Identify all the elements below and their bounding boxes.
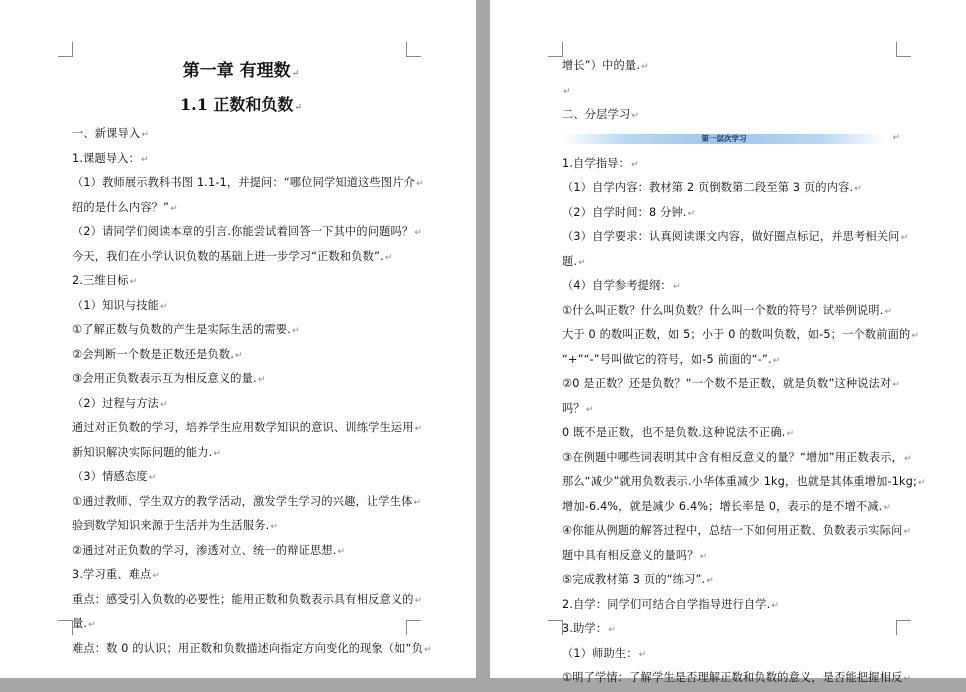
line-text: （2）自学时间：8 分钟. — [562, 205, 687, 219]
line-text: 新知识解决实际问题的能力. — [72, 445, 213, 459]
line-text: ③会用正负数表示互为相反意义的量. — [72, 372, 257, 385]
text-line — [562, 568, 900, 593]
page-gap — [476, 0, 490, 678]
document-page-right[interactable] — [490, 0, 966, 684]
line-text: （1）知识与技能 — [72, 298, 160, 312]
text-line — [562, 372, 900, 397]
paragraph-mark: ↵ — [687, 208, 696, 219]
text-line — [72, 441, 410, 466]
text-line — [562, 152, 900, 177]
line-text: （2）过程与方法 — [72, 396, 160, 410]
line-text: ②0 是正数？还是负数？“一个数不是正数，就是负数”这种说法对 — [562, 377, 892, 390]
line-text: ②会判断一个数是正数还是负数. — [72, 347, 235, 361]
crop-mark — [58, 620, 73, 635]
line-text: （1）自学内容：教材第 2 页倒数第二段至第 3 页的内容. — [562, 181, 854, 194]
line-text: 通过对正负数的学习，培养学生应用数学知识的意识、训练学生运用 — [72, 421, 414, 434]
paragraph-mark: ↵ — [141, 154, 149, 165]
crop-mark — [548, 620, 563, 635]
line-text: （3）情感态度 — [72, 470, 148, 483]
line-text: ③在例题中哪些词表明其中含有相反意义的量？“增加”用正数表示， — [562, 450, 904, 464]
line-text: 增加-6.4%，就是减少 6.4%；增长率是 0，表示的是不增不减. — [562, 499, 883, 513]
paragraph-mark: ↵ — [152, 571, 161, 581]
paragraph-mark: ↵ — [904, 453, 912, 464]
text-line — [72, 612, 410, 637]
page-text-right[interactable] — [562, 54, 926, 691]
text-line — [72, 588, 423, 613]
line-text: 2.三维目标 — [72, 274, 129, 287]
text-line — [562, 470, 926, 495]
document-page-left[interactable] — [0, 0, 476, 678]
line-text: 大于 0 的数叫正数，如 5；小于 0 的数叫负数，如-5；一个数前面的 — [562, 328, 911, 341]
text-line — [72, 220, 423, 245]
paragraph-mark: ↵ — [424, 644, 432, 655]
line-text: （1）师助生： — [562, 646, 638, 660]
paragraph-mark: ↵ — [918, 478, 926, 488]
paragraph-mark: ↵ — [772, 355, 781, 366]
line-text: 量. — [72, 617, 88, 630]
paragraph-mark: ↵ — [414, 424, 423, 434]
paragraph-mark: ↵ — [884, 306, 893, 317]
paragraph-mark: ↵ — [786, 429, 795, 439]
text-line — [72, 196, 410, 221]
text-line — [562, 544, 900, 569]
text-line — [72, 147, 410, 172]
paragraph-mark: ↵ — [384, 252, 393, 263]
text-line — [72, 269, 410, 294]
paragraph-mark: ↵ — [585, 404, 594, 415]
paragraph-mark: ↵ — [631, 111, 640, 121]
line-text: ②通过对正负数的学习，渗透对立、统一的辩证思想. — [72, 543, 337, 557]
paragraph-mark: ↵ — [235, 350, 243, 361]
paragraph-mark: ↵ — [270, 522, 279, 532]
text-line — [562, 323, 920, 348]
line-text: ①通过教师、学生双方的教学活动，激发学生学习的兴趣，让学生体 — [72, 494, 413, 508]
text-line — [562, 495, 900, 520]
paragraph-mark: ↵ — [608, 625, 616, 635]
line-text: ④你能从例题的解答过程中，总结一下如何用正数、负数表示实际问 — [562, 524, 903, 537]
paragraph-mark: ↵ — [213, 448, 222, 459]
paragraph-mark: ↵ — [638, 649, 647, 660]
text-line — [562, 299, 900, 324]
text-line — [72, 122, 410, 147]
paragraph-mark: ↵ — [257, 375, 266, 385]
text-line — [562, 54, 900, 79]
line-text: 3.助学： — [562, 622, 608, 635]
paragraph-mark: ↵ — [854, 184, 863, 194]
line-text: ①什么叫正数？什么叫负数？什么叫一个数的符号？试举例说明. — [562, 303, 884, 317]
paragraph-mark: ↵ — [563, 86, 571, 97]
line-text: 验到数学知识来源于生活并为生活服务. — [72, 519, 270, 532]
text-line — [72, 318, 410, 343]
chapter-title: 第一章 有理数↵ — [182, 61, 300, 81]
text-line — [72, 514, 410, 539]
crop-mark — [58, 42, 73, 57]
paragraph-mark: ↵ — [699, 551, 708, 562]
paragraph-mark: ↵ — [129, 277, 138, 287]
line-text: 吗？ — [562, 401, 585, 415]
crop-mark — [548, 42, 563, 57]
line-text: （2）请同学们阅读本章的引言.你能尝试着回答一下其中的问题吗？ — [72, 225, 414, 238]
paragraph-mark: ↵ — [160, 301, 168, 312]
text-line — [562, 446, 912, 471]
paragraph-mark: ↵ — [706, 576, 715, 586]
layer-banner: 第一层次学习 — [562, 134, 886, 144]
line-text: 重点：感受引入负数的必要性；能用正数和负数表示具有相反意义的 — [72, 592, 414, 606]
line-text: 1.自学指导： — [562, 156, 631, 170]
text-line — [562, 519, 912, 544]
line-text: （3）自学要求：认真阅读课文内容，做好圈点标记，并思考相关问 — [562, 230, 900, 243]
line-text: ⑤完成教材第 3 页的“练习”. — [562, 573, 706, 586]
text-line — [562, 79, 900, 104]
paragraph-mark: ↵ — [413, 497, 422, 508]
text-line — [72, 637, 432, 662]
paragraph-mark: ↵ — [337, 546, 346, 557]
paragraph-mark: ↵ — [416, 179, 424, 189]
line-text: 今天，我们在小学认识负数的基础上进一步学习“正数和负数”. — [72, 249, 384, 263]
page-text-left[interactable] — [72, 54, 432, 661]
text-line — [72, 539, 410, 564]
paragraph-mark: ↵ — [414, 595, 423, 606]
line-text: 0 既不是正数，也不是负数.这种说法不正确. — [562, 426, 786, 439]
paragraph-mark: ↵ — [141, 130, 150, 140]
text-line — [72, 343, 410, 368]
paragraph-mark: ↵ — [160, 399, 168, 410]
text-line — [562, 397, 900, 422]
line-text: 题. — [562, 254, 578, 268]
text-line — [72, 416, 423, 441]
text-line — [562, 274, 900, 299]
paragraph-mark: ↵ — [911, 331, 920, 341]
line-text: “+”“-”号叫做它的符号，如-5 前面的“-”. — [562, 352, 772, 366]
paragraph-mark: ↵ — [883, 502, 892, 513]
paragraph-mark: ↵ — [291, 326, 300, 336]
paragraph-mark: ↵ — [88, 620, 96, 630]
layer-banner-row — [562, 128, 900, 152]
text-line — [562, 176, 900, 201]
paragraph-mark: ↵ — [631, 159, 639, 170]
line-text: 3.学习重、难点 — [72, 568, 152, 581]
line-text: 1.课题导入： — [72, 151, 141, 165]
line-text: 那么“减少”就用负数表示.小华体重减少 1kg，也就是其体重增加-1kg; — [562, 475, 917, 488]
paragraph-mark: ↵ — [148, 473, 157, 483]
line-text: 一、新课导入 — [72, 127, 141, 140]
text-line — [72, 490, 422, 515]
text-line — [72, 171, 424, 196]
text-line — [562, 593, 900, 618]
text-line — [562, 225, 909, 250]
text-line — [72, 245, 410, 270]
line-text: 题中具有相反意义的量吗？ — [562, 548, 699, 562]
line-text: 二、分层学习 — [562, 108, 631, 121]
paragraph-mark: ↵ — [578, 257, 586, 268]
line-text: （4）自学参考提纲： — [562, 279, 672, 292]
line-text: ①了解正数与负数的产生是实际生活的需要. — [72, 323, 291, 336]
line-text: ①明了学情：了解学生是否理解正数和负数的意义，是否能把握相反 — [562, 671, 903, 684]
text-line — [562, 421, 900, 446]
paragraph-mark: ↵ — [903, 674, 912, 684]
text-line — [562, 250, 900, 275]
text-line — [72, 367, 410, 392]
text-line — [562, 201, 900, 226]
paragraph-mark: ↵ — [892, 132, 900, 143]
paragraph-mark: ↵ — [641, 62, 649, 72]
paragraph-mark: ↵ — [892, 380, 901, 390]
paragraph-mark: ↵ — [900, 233, 909, 243]
paragraph-mark: ↵ — [170, 203, 178, 214]
line-text: 增长”）中的量. — [562, 59, 641, 72]
paragraph-mark: ↵ — [672, 282, 681, 292]
text-line — [562, 666, 912, 691]
text-line — [72, 465, 410, 490]
text-line — [562, 348, 900, 373]
text-line — [72, 392, 410, 417]
line-text: 绍的是什么内容？” — [72, 200, 170, 214]
line-text: 2.自学：同学们可结合自学指导进行自学. — [562, 597, 771, 611]
text-line — [72, 563, 410, 588]
paragraph-mark: ↵ — [903, 527, 912, 537]
text-line — [72, 294, 410, 319]
text-line — [562, 103, 900, 128]
line-text: （1）教师展示教科书图 1.1-1，并提问：“哪位同学知道这些图片介 — [72, 176, 416, 189]
paragraph-mark: ↵ — [771, 600, 780, 611]
text-line — [562, 617, 900, 642]
line-text: 难点：数 0 的认识；用正数和负数描述向指定方向变化的现象（如“负 — [72, 641, 424, 655]
text-line — [562, 642, 900, 667]
section-title: 1.1 正数和负数↵ — [180, 95, 302, 114]
paragraph-mark: ↵ — [414, 228, 423, 238]
